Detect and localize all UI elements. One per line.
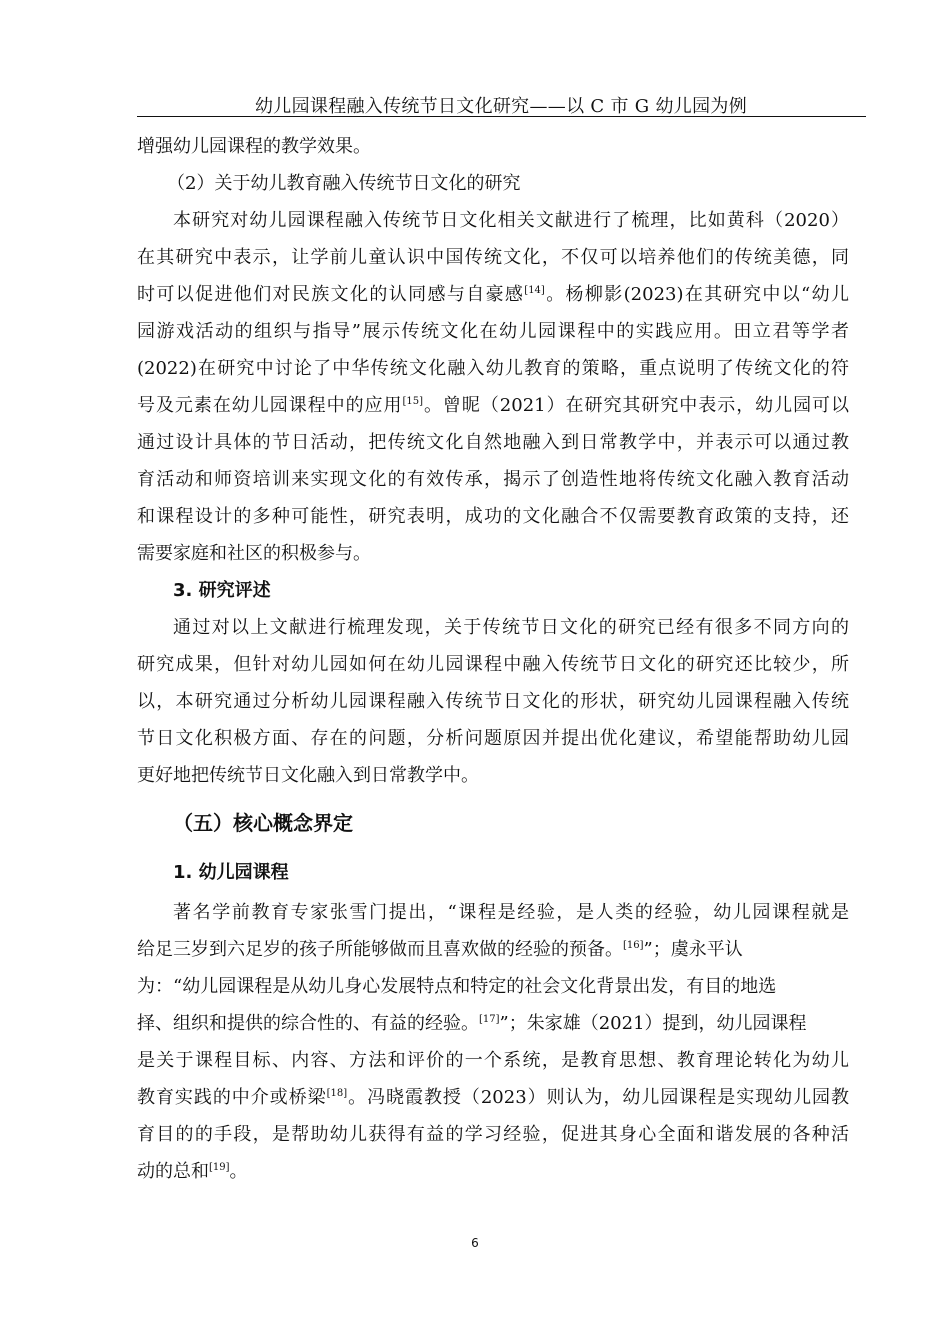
paragraph-line: 动的总和[19]。 [137, 1161, 248, 1182]
paragraph-line: 和课程设计的多种可能性，研究表明，成功的文化融合不仅需要教育政策的支持，还 [137, 506, 849, 527]
paragraph-line: 园游戏活动的组织与指导”展示传统文化在幼儿园课程中的实践应用。田立君等学者 [137, 321, 849, 342]
paragraph-line: 研究成果，但针对幼儿园如何在幼儿园课程中融入传统节日文化的研究还比较少，所 [137, 654, 849, 675]
citation: [17] [479, 1014, 500, 1025]
citation: [15] [402, 396, 423, 407]
paragraph-line: 本研究对幼儿园课程融入传统节日文化相关文献进行了梳理，比如黄科（2020） [173, 210, 849, 231]
citation: [18] [326, 1088, 348, 1099]
paragraph-line: 以，本研究通过分析幼儿园课程融入传统节日文化的形状，研究幼儿园课程融入传统 [137, 691, 849, 712]
section-heading: （五）核心概念界定 [173, 811, 353, 835]
running-header: 幼儿园课程融入传统节日文化研究——以 C 市 G 幼儿园为例 [254, 96, 748, 117]
paragraph-line: 是关于课程目标、内容、方法和评价的一个系统，是教育思想、教育理论转化为幼儿 [137, 1050, 849, 1071]
page-number: 6 [471, 1236, 479, 1250]
body-text [137, 128, 849, 1190]
paragraph-line: (2022)在研究中讨论了中华传统文化融入幼儿教育的策略，重点说明了传统文化的符 [137, 358, 849, 379]
paragraph-line: 时可以促进他们对民族文化的认同感与自豪感[14]。杨柳影(2023)在其研究中以“幼儿 [137, 284, 849, 305]
paragraph-line: 通过设计具体的节日活动，把传统文化自然地融入到日常教学中，并表示可以通过教 [137, 432, 849, 453]
header-rule [137, 116, 866, 117]
subsection-heading: 1. 幼儿园课程 [173, 862, 289, 883]
subsection-heading: （2）关于幼儿教育融入传统节日文化的研究 [167, 173, 521, 194]
paragraph-line: 节日文化积极方面、存在的问题，分析问题原因并提出优化建议，希望能帮助幼儿园 [137, 728, 849, 749]
subsection-heading: 3. 研究评述 [173, 580, 271, 601]
paragraph-line: 育目的的手段，是帮助幼儿获得有益的学习经验，促进其身心全面和谐发展的各种活 [137, 1124, 849, 1145]
citation: [16] [623, 940, 644, 951]
paragraph-line: 号及元素在幼儿园课程中的应用[15]。曾昵（2021）在研究其研究中表示，幼儿园可以 [137, 395, 850, 416]
paragraph-line: 需要家庭和社区的积极参与。 [137, 543, 371, 564]
citation: [19] [209, 1162, 230, 1173]
paragraph-line: 著名学前教育专家张雪门提出，“课程是经验，是人类的经验，幼儿园课程就是 [173, 902, 849, 923]
paragraph-line: 增强幼儿园课程的教学效果。 [137, 136, 371, 157]
paragraph-line: 通过对以上文献进行梳理发现，关于传统节日文化的研究已经有很多不同方向的 [173, 617, 849, 638]
paragraph-line: 择、组织和提供的综合性的、有益的经验。[17]”；朱家雄（2021）提到，幼儿园课程 [137, 1013, 807, 1034]
paragraph-line: 在其研究中表示，让学前儿童认识中国传统文化，不仅可以培养他们的传统美德，同 [137, 247, 849, 268]
paragraph-line: 育活动和师资培训来实现文化的有效传承，揭示了创造性地将传统文化融入教育活动 [137, 469, 849, 490]
paragraph-line: 教育实践的中介或桥梁[18]。冯晓霞教授（2023）则认为，幼儿园课程是实现幼儿园教 [137, 1087, 850, 1108]
citation: [14] [524, 285, 545, 296]
paragraph-line: 为：“幼儿园课程是从幼儿身心发展特点和特定的社会文化背景出发，有目的地选 [137, 976, 777, 997]
paragraph-line: 给足三岁到六足岁的孩子所能够做而且喜欢做的经验的预备。[16]”；虞永平认 [137, 939, 743, 960]
paragraph-line: 更好地把传统节日文化融入到日常教学中。 [137, 765, 479, 786]
